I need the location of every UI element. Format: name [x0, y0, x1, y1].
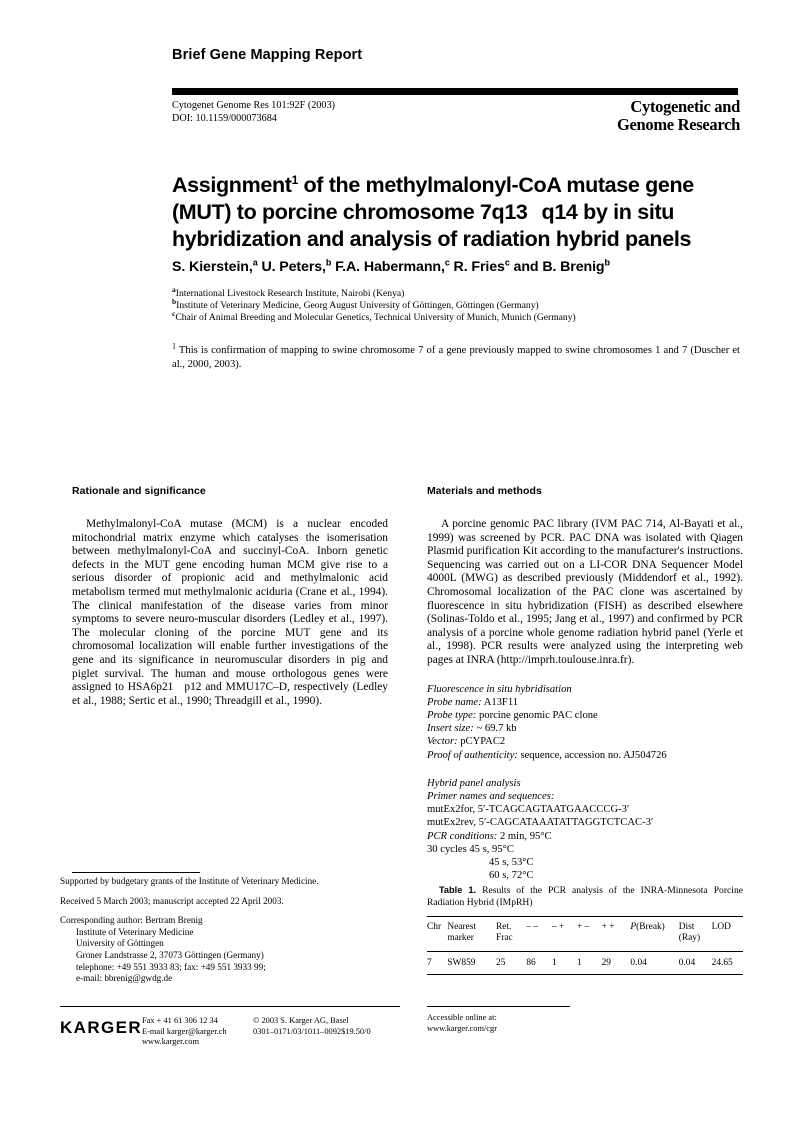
table-col-p-break-rest: (Break) — [636, 922, 665, 933]
pcr-conditions-label: PCR conditions: — [427, 830, 498, 842]
pcr-conditions-line — [427, 830, 743, 843]
author-affiliation-marker: b — [325, 257, 332, 268]
online-access-label: Accessible online at: — [427, 1013, 497, 1022]
journal-citation — [172, 100, 335, 125]
footer-notes-divider — [72, 872, 200, 873]
fish-item-value: sequence, accession no. AJ504726 — [517, 749, 667, 761]
corresponding-author-line: telephone: +49 551 3933 83; fax: +49 551 3933 99; — [76, 961, 266, 972]
publisher-copyright — [253, 1016, 371, 1037]
footer-notes — [60, 876, 400, 993]
title-footnote-marker: 1 — [291, 173, 298, 188]
publisher-website[interactable]: www.karger.com — [142, 1037, 199, 1047]
author-affiliation-marker: b — [604, 257, 610, 268]
journal-citation-line1: Cytogenet Genome Res 101:92F (2003) — [172, 100, 335, 111]
page-title — [172, 172, 742, 253]
author-list — [172, 259, 742, 275]
journal-citation-doi: DOI: 10.1159/000073684 — [172, 112, 277, 124]
right-column — [427, 485, 743, 882]
title-footnote-text: This is confirmation of mapping to swine chromosome 7 of a gene previously mapped to swine chromosomes 1 and 7 (Duscher et al., 2000, 2003). — [172, 345, 740, 370]
table-col-dist-line2: (Ray) — [678, 933, 701, 944]
title-line2-b: q14 by in situ — [541, 200, 675, 225]
online-access — [427, 1013, 497, 1034]
received-note: Received 5 March 2003; manuscript accepted 22 April 2003. — [60, 895, 284, 906]
support-note: Supported by budgetary grants of the Institute of Veterinary Medicine. — [60, 876, 319, 886]
fish-item — [427, 735, 743, 748]
fish-item — [427, 749, 743, 762]
corresponding-author-line: University of Göttingen — [76, 938, 164, 949]
table-col-chr: Chr — [427, 922, 442, 933]
table-header — [427, 917, 743, 952]
author-name: F.A. Habermann, — [331, 259, 445, 275]
author-affiliation-marker: a — [252, 257, 258, 268]
publisher-contact — [142, 1016, 227, 1048]
corresponding-author-block — [60, 915, 400, 985]
affiliation-list — [172, 284, 742, 324]
table-col-nearest-marker — [447, 917, 496, 952]
table-row — [427, 952, 743, 975]
fish-item-label: Probe type: — [427, 709, 477, 721]
copyright-line: © 2003 S. Karger AG, Basel — [253, 1016, 349, 1025]
title-footnote — [172, 341, 740, 372]
karger-logo: KARGER — [60, 1018, 143, 1037]
fish-item-label: Vector: — [427, 736, 458, 748]
title-footnote-number: 1 — [172, 341, 176, 351]
hybrid-panel-heading: Hybrid panel analysis — [427, 777, 521, 789]
author-name: S. Kierstein, — [172, 259, 253, 275]
publisher-email[interactable]: E-mail karger@karger.ch — [142, 1026, 227, 1036]
pcr-cycle-line — [427, 869, 743, 882]
table-col-ret-frac-line1: Ret. — [496, 922, 512, 933]
rationale-paragraph — [72, 518, 388, 708]
fish-item-label: Proof of authenticity: — [427, 749, 518, 761]
table-col-p-break-italic: P — [630, 922, 637, 933]
fish-item — [427, 709, 743, 722]
table-col-ret-frac-line2: Frac — [496, 933, 513, 944]
table-col-nearest-marker-line2: marker — [447, 933, 474, 944]
issn-line: 0301–0171/03/1011–0092$19.50/0 — [253, 1026, 371, 1036]
table-body — [427, 952, 743, 975]
author-affiliation-marker: c — [444, 257, 450, 268]
table-caption — [427, 885, 743, 908]
fish-item — [427, 722, 743, 735]
table-col-dist-line1: Dist — [678, 922, 695, 933]
publisher-divider — [60, 1006, 400, 1007]
author-affiliation-marker: c — [504, 257, 510, 268]
affiliation-marker: a — [172, 284, 176, 294]
corresponding-author-email[interactable]: e-mail: bbrenig@gwdg.de — [76, 973, 173, 984]
pcr-cycle-value: 60 s, 72°C — [489, 870, 534, 882]
journal-logo — [572, 98, 740, 133]
title-line1-b: of the methylmalonyl-CoA mutase gene — [297, 173, 694, 198]
fish-item-label: Insert size: — [427, 723, 474, 735]
fish-item-value: A13F11 — [481, 696, 519, 708]
table-col-minus-minus: – – — [526, 922, 539, 933]
corresponding-author-line: Groner Landstrasse 2, 37073 Göttingen (Germany) — [76, 949, 264, 960]
affiliation-text: Institute of Veterinary Medicine, Georg August University of Göttingen, Göttingen (Germany) — [176, 300, 539, 311]
fish-item-label: Probe name: — [427, 696, 482, 708]
author-name: and B. Brenig — [509, 259, 605, 275]
online-access-url[interactable]: www.karger.com/cgr — [427, 1023, 497, 1033]
cell-minus-plus: 1 — [552, 958, 557, 969]
pcr-cycle-value: 45 s, 53°C — [489, 856, 534, 868]
publisher-fax: Fax + 41 61 306 12 34 — [142, 1016, 218, 1025]
corresponding-author-line: Institute of Veterinary Medicine — [76, 926, 194, 937]
section-heading-rationale: Rationale and significance — [72, 485, 206, 497]
affiliation-marker: c — [172, 308, 176, 318]
table-col-lod: LOD — [711, 922, 731, 933]
journal-logo-line1: Cytogenetic and — [630, 97, 740, 116]
author-name: R. Fries — [449, 259, 505, 275]
spacer — [427, 762, 743, 777]
table-caption-label: Table 1. — [439, 885, 477, 895]
report-type-label: Brief Gene Mapping Report — [172, 47, 363, 63]
affiliation-text: International Livestock Research Institute, Nairobi (Kenya) — [175, 288, 405, 299]
fish-item-value: porcine genomic PAC clone — [476, 709, 598, 721]
primer-sequence: mutEx2for, 5′-TCAGCAGTAATGAACCCG-3′ — [427, 804, 630, 816]
table-caption-text: Results of the PCR analysis of the INRA-Minnesota Porcine Radiation Hybrid (IMpRH) — [427, 885, 743, 908]
fish-details-block — [427, 683, 743, 762]
cell-plus-minus: 1 — [576, 958, 582, 969]
rationale-text-part1: Methylmalonyl-CoA mutase (MCM) is a nuclear encoded mitochondrial matrix enzyme which catalyses the isomerisation between methylmalonyl-CoA and succinyl-CoA. Inborn genetic defects in the MUT gene encoding human MCM give rise to a serious disorder of propionic acid and methylmalonic acid metabolism termed mut methylmalonic aciduria (Crane et al., 1994). The clinical manifestation of the disease varies from minor symptoms to severe neuro-muscular disorders (Ledley et al., 1997). The molecular cloning of the porcine MUT gene and its chromosomal localization will enable further investigations of the gene and its significance in neuromuscular disorders in pig and piglet survival. The human and mouse orthologous genes were assigned to HSA6p21 — [72, 518, 388, 694]
cell-ret-frac: 25 — [496, 958, 506, 969]
affiliation-text: Chair of Animal Breeding and Molecular Genetics, Technical University of Munich, Munich (Germany) — [175, 312, 576, 323]
header-rule — [172, 88, 738, 95]
table-header-row — [427, 917, 743, 952]
online-access-divider — [427, 1006, 570, 1007]
table-col-p-break — [630, 917, 678, 952]
fish-item — [427, 696, 743, 709]
cell-minus-minus: 86 — [526, 958, 536, 969]
results-table-block — [427, 885, 743, 975]
title-line3: hybridization and analysis of radiation hybrid panels — [172, 227, 692, 252]
rationale-text-part2: p12 and MMU17C–D, respectively (Ledley et al., 1988; Sertic et al., 1990; Threadgill et al., 1990). — [72, 681, 389, 707]
fish-heading: Fluorescence in situ hybridisation — [427, 683, 572, 695]
cell-chr: 7 — [427, 958, 432, 969]
table-col-minus-plus: – + — [552, 922, 565, 933]
journal-logo-line2: Genome Research — [616, 114, 740, 134]
table-col-nearest-marker-line1: Nearest — [447, 922, 476, 933]
cell-marker: SW859 — [447, 958, 476, 969]
affiliation-item — [172, 308, 742, 324]
pcr-conditions-value: 2 min, 95°C — [497, 830, 552, 842]
affiliation-item — [172, 284, 742, 300]
affiliation-marker: b — [172, 296, 177, 306]
corresponding-author-label: Corresponding author: Bertram Brenig — [60, 915, 203, 926]
title-line1-a: Assignment — [172, 173, 292, 198]
table-col-dist — [679, 917, 712, 952]
pcr-cycle-line — [427, 856, 743, 869]
primer-sequence: mutEx2rev, 5′-CAGCATAAATATTAGGTCTCAC-3′ — [427, 817, 654, 829]
section-heading-materials: Materials and methods — [427, 485, 542, 497]
fish-item-value: ~ 69.7 kb — [473, 723, 517, 735]
affiliation-item — [172, 296, 742, 312]
table-col-ret-frac — [496, 917, 526, 952]
title-line2-a: (MUT) to porcine chromosome 7q13 — [172, 200, 528, 225]
primer-label: Primer names and sequences: — [427, 790, 555, 802]
table-col-plus-minus: + – — [576, 922, 590, 933]
materials-paragraph: A porcine genomic PAC library (IVM PAC 714, Al-Bayati et al., 1999) was screened by PCR. PAC DNA was isolated with Qiagen Plasmid purification Kit according to the manufacturer's instructions. Sequencing was carried out on a LI-COR DNA Sequencer Model 4000L (MWG) as described previously (Middendorf et al., 1992). Chromosomal localization of the PAC clone was ascertained by fluorescence in situ hybridization (FISH) as described elsewhere (Solinas-Toldo et al., 1995; Jang et al., 1997) and confirmed by PCR analysis of a porcine whole genome radiation hybrid panel (Yerle et al., 1998). PCR results were analyzed using the interpreting web pages at INRA (http://imprh.toulouse.inra.fr). — [427, 518, 743, 666]
left-column — [72, 485, 388, 708]
spacer — [427, 668, 743, 683]
hybrid-panel-block — [427, 777, 743, 883]
fish-item-value: pCYPAC2 — [457, 736, 506, 748]
cell-lod: 24.65 — [711, 958, 733, 969]
results-table — [427, 916, 743, 975]
cell-dist: 0.04 — [678, 958, 696, 969]
author-name: U. Peters, — [257, 259, 326, 275]
pcr-cycle-line: 30 cycles 45 s, 95°C — [427, 843, 514, 855]
cell-p-break: 0.04 — [630, 958, 647, 969]
cell-plus-plus: 29 — [601, 958, 611, 969]
table-col-plus-plus: + + — [601, 922, 615, 933]
